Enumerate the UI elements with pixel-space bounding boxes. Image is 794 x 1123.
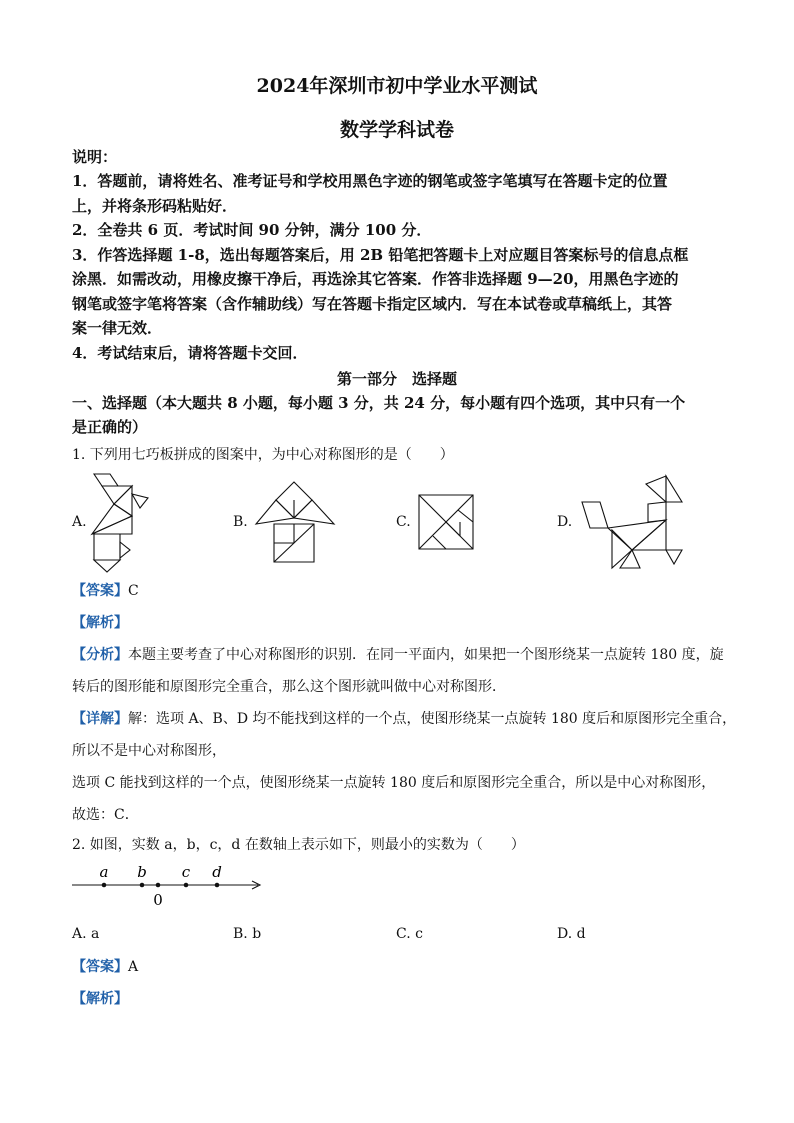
exam-subtitle: 数学学科试卷: [339, 119, 454, 141]
q1-option-d-label: D.: [557, 514, 573, 530]
label-d: d: [212, 863, 222, 881]
tangram-figure-a: [84, 472, 164, 576]
q2-answer: [72, 956, 732, 978]
label-c: c: [181, 863, 191, 881]
xiangjie-tag: 【详解】: [72, 711, 128, 727]
section-heading: 一、选择题（本大题共 8 小题，每小题 3 分，共 24 分，每小题有四个选项，其中只有一个: [72, 394, 686, 412]
q2-analysis: [72, 988, 732, 1010]
q1-xiangjie-text-2: 所以不是中心对称图形，: [72, 743, 226, 759]
answer-tag: 【答案】: [72, 583, 128, 599]
analysis-tag: 【解析】: [72, 991, 128, 1007]
instruction-line: 案一律无效．: [72, 319, 163, 337]
q1-fenxi-text-1: 本题主要考查了中心对称图形的识别．在同一平面内，如果把一个图形绕某一点旋转 180 度，旋: [128, 647, 724, 663]
q2-answer-value: A: [128, 959, 139, 975]
tangram-figure-c: [418, 494, 474, 550]
q1-conclusion: 故选：C．: [72, 807, 139, 823]
number-line: [72, 858, 272, 910]
q2-stem: 2. 如图，实数 a，b，c，d 在数轴上表示如下，则最小的实数为（ ）: [72, 837, 525, 853]
q1-stem: 1. 下列用七巧板拼成的图案中，为中心对称图形的是（ ）: [72, 447, 454, 463]
q2-option-a: A. a: [72, 926, 100, 942]
point-c: [184, 883, 189, 888]
instructions-heading: 说明：: [72, 148, 118, 166]
q1-option-b-label: B.: [233, 514, 248, 530]
section-heading-cont: 是正确的）: [72, 418, 148, 436]
label-zero: 0: [153, 891, 163, 909]
q2-option-b: B. b: [233, 926, 262, 942]
answer-tag: 【答案】: [72, 959, 128, 975]
point-b: [140, 883, 145, 888]
q1-option-c-label: C.: [396, 514, 411, 530]
tangram-figure-d: [582, 474, 694, 570]
q2-option-c: C. c: [396, 926, 423, 942]
point-a: [102, 883, 107, 888]
q1-analysis-tag: [72, 612, 732, 634]
q1-xiangjie: [72, 708, 737, 730]
q1-fenxi-text-2: 转后的图形能和原图形完全重合，那么这个图形就叫做中心对称图形．: [72, 679, 506, 695]
label-a: a: [99, 863, 109, 881]
q1-answer: [72, 580, 732, 602]
q1-xiangjie-text-3: 选项 C 能找到这样的一个点，使图形绕某一点旋转 180 度后和原图形完全重合，所以是中心对称图形，: [72, 775, 716, 791]
fenxi-tag: 【分析】: [72, 647, 128, 663]
instruction-line: 4．考试结束后，请将答题卡交回．: [72, 344, 308, 362]
point-zero: [156, 883, 161, 888]
instruction-line: 1．答题前，请将姓名、准考证号和学校用黑色字迹的钢笔或签字笔填写在答题卡定的位置: [72, 172, 668, 190]
instruction-line: 3．作答选择题 1-8，选出每题答案后，用 2B 铅笔把答题卡上对应题目答案标号的信息点框: [72, 246, 689, 264]
q1-answer-value: C: [128, 583, 139, 599]
point-d: [215, 883, 220, 888]
exam-title: 2024年深圳市初中学业水平测试: [256, 75, 538, 97]
q2-option-d: D. d: [557, 926, 586, 942]
q1-xiangjie-text-1: 解：选项 A、B、D 均不能找到这样的一个点，使图形绕某一点旋转 180 度后和原图形完全重合，: [128, 711, 737, 727]
part-heading: 第一部分 选择题: [336, 370, 457, 388]
q1-option-a-label: A.: [72, 514, 87, 530]
instruction-line: 涂黑．如需改动，用橡皮擦干净后，再选涂其它答案．作答非选择题 9—20，用黑色字迹的: [72, 270, 679, 288]
analysis-tag: 【解析】: [72, 615, 128, 631]
instruction-line: 2．全卷共 6 页．考试时间 90 分钟，满分 100 分．: [72, 221, 432, 239]
q1-fenxi: [72, 644, 732, 666]
label-b: b: [137, 863, 147, 881]
instruction-line: 上，并将条形码粘贴好．: [72, 197, 238, 215]
instruction-line: 钢笔或签字笔将答案（含作辅助线）写在答题卡指定区域内．写在本试卷或草稿纸上，其答: [72, 295, 673, 313]
tangram-figure-b: [254, 480, 336, 564]
